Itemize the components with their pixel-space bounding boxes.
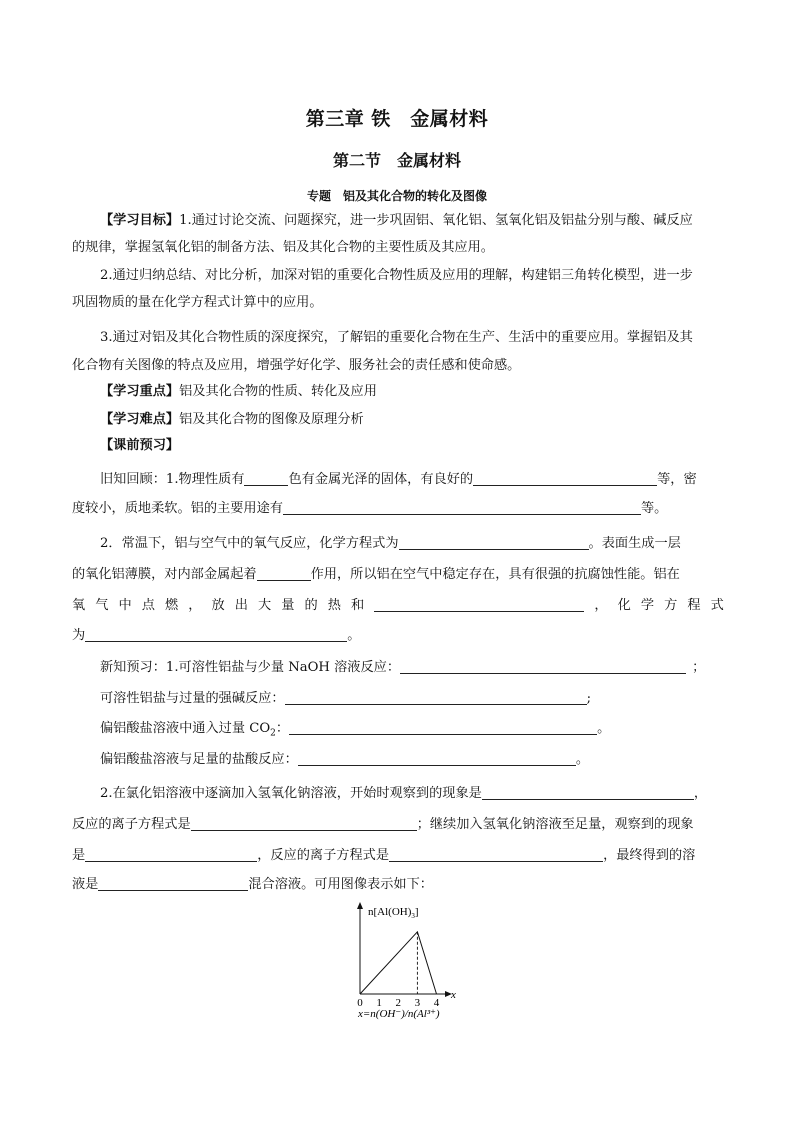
y-axis-label: $n[Al(OH)_3]$ [368, 906, 419, 920]
blank-combustion-phenomenon[interactable] [374, 597, 584, 612]
q2-end-1: ， [693, 786, 708, 801]
q2-text-3b: ，反应的离子方程式是 [257, 848, 390, 863]
objectives-line-3: 2.通过归纳总结、对比分析，加深对铝的重要化合物性质及应用的理解，构建铝三角转化模型，进一步 [100, 268, 693, 283]
blank-uses[interactable] [283, 500, 641, 515]
key-points [100, 383, 724, 401]
char: 方 [664, 598, 678, 613]
objectives-line-6: 化合物有关图像的特点及应用，增强学好化学、服务社会的责任感和使命感。 [72, 358, 521, 373]
co2-subscript: 2 [270, 728, 276, 739]
review-line-6 [72, 627, 724, 645]
char: ， [594, 598, 608, 613]
blank-ionic-equation-2[interactable] [389, 847, 603, 862]
review-text-6b: 。 [347, 628, 361, 643]
blank-oxidation-equation[interactable] [399, 535, 589, 550]
new-knowledge-line-1 [100, 659, 724, 677]
review-text-2a: 度较小，质地柔软。铝的主要用途有 [72, 501, 283, 516]
x-tick-label: 1 [376, 997, 382, 1009]
char: 学 [640, 598, 654, 613]
review-line-2 [72, 500, 724, 518]
objectives-line-1 [100, 212, 724, 230]
char: 放 [211, 598, 225, 613]
x-axis-label: x [451, 989, 456, 1001]
x-tick-label: 3 [414, 997, 421, 1009]
char: ， [188, 598, 202, 613]
difficult-points [100, 411, 724, 429]
char: 的 [304, 598, 318, 613]
objectives-label: 【学习目标】 [100, 213, 180, 228]
nk-text-2: 可溶性铝盐与过量的强碱反应： [100, 691, 285, 706]
topic-title: 专题 铝及其化合物的转化及图像 [306, 189, 487, 203]
review-line-1 [100, 471, 724, 489]
char: 出 [234, 598, 248, 613]
x-definition: x=n(OH⁻)/n(Al³⁺) [358, 1008, 440, 1020]
q2-line-2 [72, 816, 724, 834]
new-knowledge-line-2 [100, 690, 724, 708]
review-line-5-spread [72, 597, 724, 615]
q2-line-1 [100, 785, 724, 803]
nk-end-4: 。 [575, 752, 589, 767]
blank-initial-phenomenon[interactable] [482, 785, 694, 800]
char: 气 [95, 598, 109, 613]
review-text-3b: 。表面生成一层 [588, 536, 681, 551]
char: 大 [258, 598, 272, 613]
difficult-points-text: 铝及其化合物的图像及原理分析 [179, 412, 364, 427]
review-text-6a: 为 [72, 628, 86, 643]
blank-properties[interactable] [473, 471, 657, 486]
key-points-label: 【学习重点】 [100, 384, 180, 399]
char: 氧 [72, 598, 86, 613]
q2-text-2b: ；继续加入氢氧化钠溶液至足量，观察到的现象 [416, 817, 694, 832]
char: 式 [710, 598, 724, 613]
series-line [360, 932, 437, 994]
char: 量 [281, 598, 295, 613]
blank-aluminate-hcl[interactable] [298, 751, 576, 766]
review-line-4 [72, 566, 724, 584]
y-axis-arrow [357, 902, 363, 909]
review-line-5 [72, 597, 724, 615]
blank-ionic-equation-1[interactable] [191, 816, 417, 831]
nk-text-3: 偏铝酸盐溶液中通入过量 CO [100, 721, 271, 736]
blank-al-salt-excess-base[interactable] [285, 690, 587, 705]
nk-text-4: 偏铝酸盐溶液与足量的盐酸反应： [100, 752, 298, 767]
new-knowledge-line-3 [100, 720, 724, 743]
nk-text-1: 新知预习：1.可溶性铝盐与少量 NaOH 溶液反应： [100, 660, 401, 675]
nk-colon-3: ： [275, 721, 290, 736]
char: 中 [118, 598, 132, 613]
review-text-1c: 等，密 [657, 472, 697, 487]
objectives-line-4: 巩固物质的量在化学方程式计算中的应用。 [72, 295, 323, 310]
char: 程 [687, 598, 701, 613]
blank-aluminate-co2[interactable] [289, 720, 597, 735]
q2-line-3 [72, 847, 724, 865]
blank-final-solution[interactable] [98, 876, 248, 891]
chapter-title: 第三章 铁 金属材料 [305, 108, 489, 130]
review-text-4b: 作用，所以铝在空气中稳定存在，具有很强的抗腐蚀性能。铝在 [310, 567, 680, 582]
review-line-3 [100, 535, 724, 553]
objectives-text-1a: 1.通过讨论交流、问题探究，进一步巩固铝、氧化铝、氢氧化铝及铝盐分别与酸、碱反应 [179, 213, 693, 228]
q2-text-4b: 混合溶液。可用图像表示如下： [248, 877, 433, 892]
blank-later-phenomenon[interactable] [85, 847, 257, 862]
review-text-4a: 的氧化铝薄膜，对内部金属起着 [72, 567, 257, 582]
char: 热 [327, 598, 341, 613]
nk-end-2: ; [586, 691, 592, 706]
review-text-1a: 旧知回顾：1.物理性质有 [100, 472, 245, 487]
blank-protective-role[interactable] [257, 566, 311, 581]
review-text-3a: 2．常温下，铝与空气中的氧气反应，化学方程式为 [100, 536, 399, 551]
blank-color[interactable] [244, 471, 288, 486]
q2-line-4 [72, 876, 724, 894]
blank-al-salt-little-naoh[interactable] [400, 659, 686, 674]
x-tick-label: 0 [357, 997, 363, 1009]
q2-text-1a: 2.在氯化铝溶液中逐滴加入氢氧化钠溶液，开始时观察到的现象是 [100, 786, 482, 801]
char: 点 [141, 598, 155, 613]
x-tick-label: 2 [395, 997, 402, 1009]
review-text-2b: 等。 [641, 501, 668, 516]
al-oh3-graph [340, 898, 480, 1026]
nk-end-1: ； [692, 660, 706, 675]
nk-end-3: 。 [597, 721, 611, 736]
key-points-text: 铝及其化合物的性质、转化及应用 [179, 384, 377, 399]
char: 化 [617, 598, 631, 613]
q2-text-4a: 液是 [72, 877, 99, 892]
objectives-line-5: 3.通过对铝及其化合物性质的深度探究，了解铝的重要化合物在生产、生活中的重要应用。掌握铝及其 [100, 330, 693, 345]
blank-combustion-equation[interactable] [85, 627, 347, 642]
x-tick-label: 4 [433, 997, 440, 1009]
objectives-line-2: 的规律，掌握氢氧化铝的制备方法、铝及其化合物的主要性质及其应用。 [72, 240, 494, 255]
char: 燃 [165, 598, 179, 613]
q2-text-3c: ，最终得到的溶 [603, 848, 696, 863]
section-title: 第二节 金属材料 [332, 151, 461, 170]
new-knowledge-line-4 [100, 751, 724, 769]
review-text-1b: 色有金属光泽的固体，有良好的 [288, 472, 474, 487]
preview-label: 【课前预习】 [100, 438, 180, 453]
difficult-points-label: 【学习难点】 [100, 412, 180, 427]
char: 和 [351, 598, 365, 613]
q2-text-2a: 反应的离子方程式是 [72, 817, 191, 832]
q2-text-3a: 是 [72, 848, 86, 863]
